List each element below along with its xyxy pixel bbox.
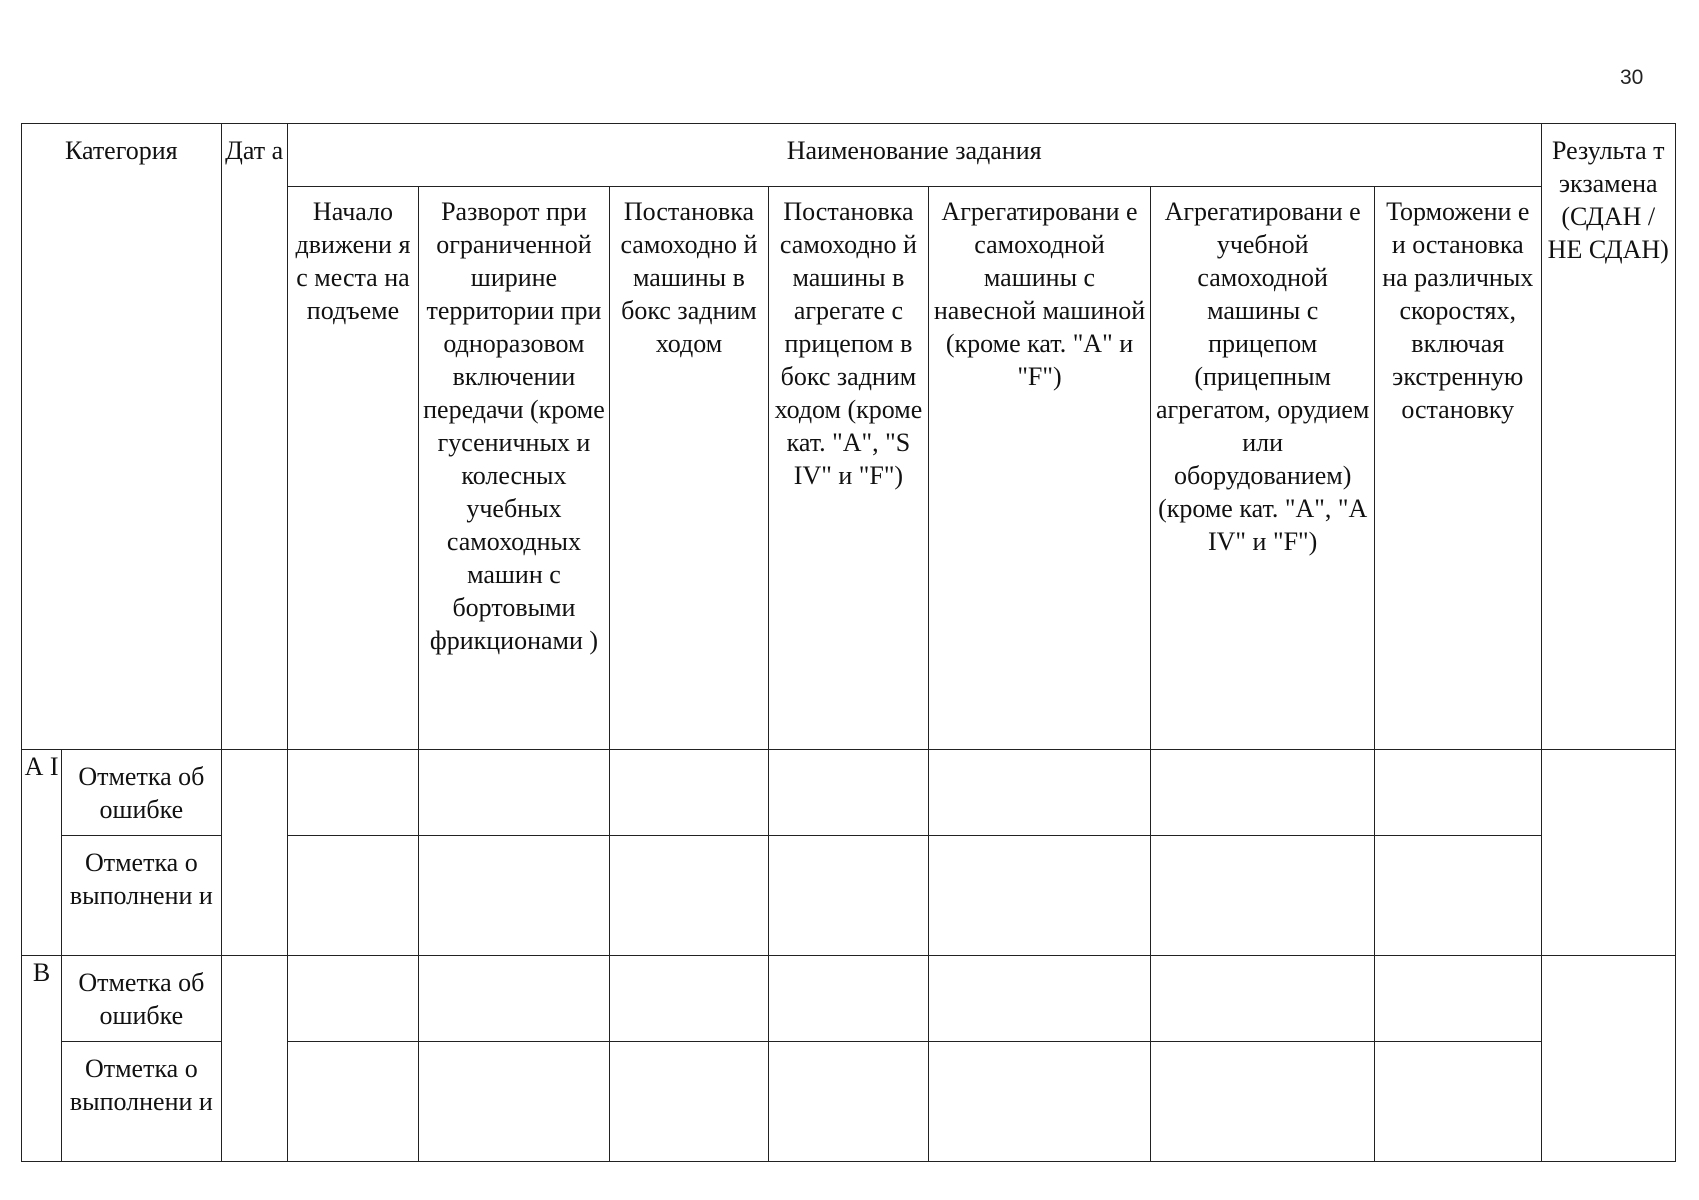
result-cell[interactable] — [1541, 750, 1675, 956]
task-header-6: Агрегатировани е учебной самоходной машины с прицепом (прицепным агрегатом, орудием или оборудованием) (кроме кат. "А", "А IV" и "F") — [1151, 187, 1375, 750]
header-result: Результа т экзамена (СДАН / НЕ СДАН) — [1541, 124, 1675, 750]
header-date: Дат а — [221, 124, 287, 750]
row-label-error: Отметка об ошибке — [62, 956, 221, 1042]
mark-cell[interactable] — [1151, 750, 1375, 836]
mark-cell[interactable] — [928, 750, 1151, 836]
mark-cell[interactable] — [1151, 1042, 1375, 1162]
row-label-done: Отметка о выполнени и — [62, 836, 221, 956]
mark-cell[interactable] — [1151, 836, 1375, 956]
task-header-7: Торможени е и остановка на различных скоростях, включая экстренную остановку — [1375, 187, 1542, 750]
page-number: 30 — [1620, 66, 1644, 89]
task-header-2: Разворот при ограниченной ширине территории при одноразовом включении передачи (кроме гусеничных и колесных учебных самоходных машин с бортовыми фрикционами ) — [419, 187, 610, 750]
mark-cell[interactable] — [609, 956, 768, 1042]
mark-cell[interactable] — [419, 836, 610, 956]
task-header-4: Постановка самоходно й машины в агрегате с прицепом в бокс задним ходом (кроме кат. "А", "S IV" и "F") — [769, 187, 928, 750]
date-cell[interactable] — [221, 750, 287, 956]
header-task-name: Наименование задания — [287, 124, 1541, 187]
result-cell[interactable] — [1541, 956, 1675, 1162]
category-letter: В — [22, 956, 62, 1162]
mark-cell[interactable] — [928, 956, 1151, 1042]
mark-cell[interactable] — [1151, 956, 1375, 1042]
mark-cell[interactable] — [419, 956, 610, 1042]
mark-cell[interactable] — [287, 956, 418, 1042]
mark-cell[interactable] — [287, 750, 418, 836]
mark-cell[interactable] — [769, 750, 928, 836]
row-label-done: Отметка о выполнени и — [62, 1042, 221, 1162]
table-row — [22, 956, 1676, 1042]
mark-cell[interactable] — [769, 956, 928, 1042]
mark-cell[interactable] — [928, 1042, 1151, 1162]
mark-cell[interactable] — [419, 1042, 610, 1162]
mark-cell[interactable] — [769, 836, 928, 956]
mark-cell[interactable] — [609, 750, 768, 836]
task-header-5: Агрегатировани е самоходной машины с навесной машиной (кроме кат. "А" и "F") — [928, 187, 1151, 750]
mark-cell[interactable] — [287, 1042, 418, 1162]
mark-cell[interactable] — [928, 836, 1151, 956]
header-category: Категория — [22, 124, 222, 750]
table-row — [22, 750, 1676, 836]
header-row-top — [22, 124, 1676, 187]
exam-table — [21, 123, 1676, 1162]
category-letter: А I — [22, 750, 62, 956]
row-label-error: Отметка об ошибке — [62, 750, 221, 836]
mark-cell[interactable] — [609, 836, 768, 956]
date-cell[interactable] — [221, 956, 287, 1162]
mark-cell[interactable] — [1375, 956, 1542, 1042]
task-header-1: Начало движени я с места на подъеме — [287, 187, 418, 750]
task-header-3: Постановка самоходно й машины в бокс задним ходом — [609, 187, 768, 750]
mark-cell[interactable] — [287, 836, 418, 956]
mark-cell[interactable] — [1375, 750, 1542, 836]
mark-cell[interactable] — [1375, 1042, 1542, 1162]
mark-cell[interactable] — [419, 750, 610, 836]
mark-cell[interactable] — [1375, 836, 1542, 956]
mark-cell[interactable] — [609, 1042, 768, 1162]
mark-cell[interactable] — [769, 1042, 928, 1162]
